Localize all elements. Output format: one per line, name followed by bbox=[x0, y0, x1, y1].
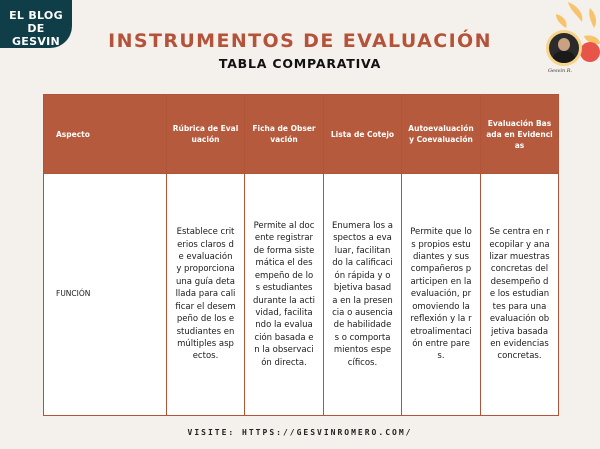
blog-logo-line1: EL BLOG DE bbox=[9, 9, 63, 35]
author-signature: Gesvin R. bbox=[548, 68, 573, 74]
cell-autoevaluacion: Permite que los propios estudiantes y sus compañeros participen en la evaluación, promoviendo la reflexión y la retroalimentación entre pares. bbox=[402, 174, 481, 416]
table-header-row bbox=[44, 95, 559, 174]
page-subtitle: TABLA COMPARATIVA bbox=[218, 56, 382, 71]
header-aspecto: Aspecto bbox=[44, 95, 167, 174]
blog-logo-line2: GESVIN bbox=[11, 35, 61, 48]
table-row bbox=[44, 174, 559, 416]
avatar-icon bbox=[546, 30, 582, 66]
header-ficha-observacion: Ficha de Observación bbox=[245, 95, 324, 174]
header-rubrica: Rúbrica de Evaluación bbox=[167, 95, 245, 174]
header-evidencias: Evaluación Basada en Evidencias bbox=[481, 95, 559, 174]
author-avatar bbox=[546, 30, 582, 66]
comparison-table bbox=[43, 94, 558, 416]
cell-lista-cotejo: Enumera los aspectos a evaluar, facilitando la calificación rápida y objetiva basada en la presencia o ausencia de habilidades o comportamientos específicos. bbox=[324, 174, 402, 416]
page-title: INSTRUMENTOS DE EVALUACIÓN bbox=[108, 30, 492, 52]
website-link[interactable]: VISITE: HTTPS://GESVINROMERO.COM/ bbox=[187, 428, 413, 437]
row-aspect-label: FUNCIÓN bbox=[44, 174, 167, 416]
header-lista-cotejo: Lista de Cotejo bbox=[324, 95, 402, 174]
cell-rubrica: Establece criterios claros de evaluación y proporciona una guía detallada para calificar el desempeño de los estudiantes en múltiples aspectos. bbox=[167, 174, 245, 416]
header-autoevaluacion: Autoevaluación y Coevaluación bbox=[402, 95, 481, 174]
cell-ficha-observacion: Permite al docente registrar de forma sistemática el desempeño de los estudiantes durante la actividad, facilitando la evaluación basada en la observación directa. bbox=[245, 174, 324, 416]
cell-evidencias: Se centra en recopilar y analizar muestras concretas del desempeño de los estudiantes para una evaluación objetiva basada en evidencias concretas. bbox=[481, 174, 559, 416]
